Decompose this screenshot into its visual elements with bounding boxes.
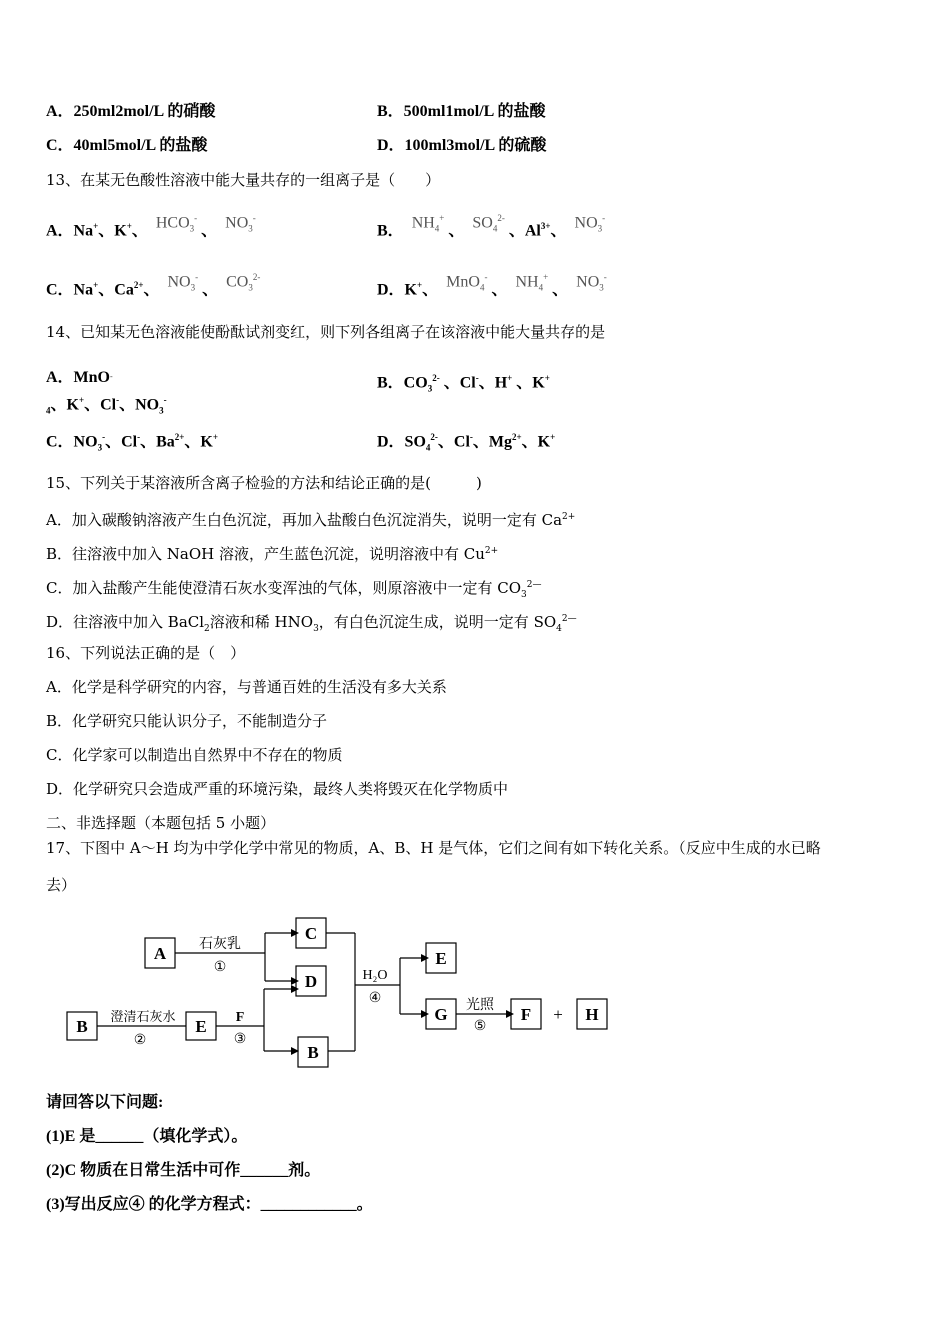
reagent-2: 澄清石灰水 <box>110 1009 176 1024</box>
reagent-4: H₂O <box>362 968 388 983</box>
q12-option-c: C．40ml5mol/L 的盐酸 <box>46 137 208 154</box>
q17-sub3: (3)写出反应④ 的化学方程式：____________。 <box>46 1196 373 1213</box>
q15-option-b: B．往溶液中加入 NaOH 溶液，产生蓝色沉淀，说明溶液中有 $Cu^{2+}$ <box>46 545 499 563</box>
q12-option-b: B．500ml1mol/L 的盐酸 <box>377 103 546 120</box>
q17-stem-line2: 去） <box>46 876 77 894</box>
q14-stem: 14、已知某无色溶液能使酚酞试剂变红，则下列各组离子在该溶液中能大量共存的是 <box>46 323 606 341</box>
q16-option-a: A．化学是科学研究的内容，与普通百姓的生活没有多大关系 <box>46 678 447 696</box>
q15-stem: 15、下列关于某溶液所含离子检验的方法和结论正确的是( ) <box>46 474 482 492</box>
step-3: ③ <box>233 1032 247 1047</box>
q14-option-b: B．$CO_3^{2-}$ 、Cl-、H+ 、K+ <box>377 373 550 394</box>
label-c: C <box>304 924 318 943</box>
q12-option-a: A．250ml2mol/L 的硝酸 <box>46 103 216 120</box>
q16-stem: 16、下列说法正确的是（ ） <box>46 644 246 662</box>
q13-option-a: A．Na+、K+、 $HCO_3^-$、 $NO_3^-$ <box>46 213 256 240</box>
q17-sub1: (1)E 是______（填化学式）。 <box>46 1128 248 1145</box>
label-f: F <box>520 1005 532 1024</box>
section-heading: 二、非选择题（本题包括 5 小题） <box>46 814 276 832</box>
q16-option-c: C．化学家可以制造出自然界中不存在的物质 <box>46 746 343 764</box>
label-d: D <box>304 972 318 991</box>
step-4: ④ <box>368 991 382 1006</box>
label-e-right: E <box>435 949 447 968</box>
label-e-left: E <box>195 1017 207 1036</box>
q17-stem-line1: 17、下图中 A～H 均为中学化学中常见的物质，A、B、H 是气体，它们之间有如下转化关系。（反应中生成的水已略 <box>46 839 821 857</box>
label-b-right: B <box>307 1043 319 1062</box>
q15-option-c: C．加入盐酸产生能使澄清石灰水变浑浊的气体，则原溶液中一定有 $CO_3^{2—}$ <box>46 579 542 600</box>
reagent-5: 光照 <box>466 998 494 1013</box>
label-h: H <box>585 1005 599 1024</box>
q13-option-b: B． $NH_4^+$、 $SO_4^{2-}$、$Al^{3+}$、 $NO_3^-$ <box>377 213 606 240</box>
q14-option-d: D．$SO_4^{2-}$、Cl-、$Mg^{2+}$、K+ <box>377 432 556 453</box>
step-1: ① <box>213 960 227 975</box>
q12-option-d: D．100ml3mol/L 的硫酸 <box>377 137 547 154</box>
q13-option-c: C．Na+、$Ca^{2+}$、 $NO_3^-$、 $CO_3^{2-}$ <box>46 272 261 299</box>
q13-option-d: D．K+、 MnO$_4$-、 $NH_4^+$、 $NO_3^-$ <box>377 272 607 299</box>
label-b-left: B <box>76 1017 88 1036</box>
reagent-1: 石灰乳 <box>199 937 241 952</box>
q16-option-b: B．化学研究只能认识分子，不能制造分子 <box>46 712 328 730</box>
step-2: ② <box>133 1033 147 1048</box>
q17-prompt: 请回答以下问题: <box>46 1094 164 1111</box>
q14-option-a: A．MnO- $_4$、K+、Cl-、$NO_3^-$ <box>46 369 167 416</box>
step-5: ⑤ <box>473 1019 487 1034</box>
q16-option-d: D．化学研究只会造成严重的环境污染，最终人类将毁灭在化学物质中 <box>46 780 509 798</box>
q15-option-a: A．加入碳酸钠溶液产生白色沉淀，再加入盐酸白色沉淀消失，说明一定有 $Ca^{2+}$ <box>46 511 576 529</box>
q13-stem: 13、在某无色酸性溶液中能大量共存的一组离子是（ ） <box>46 171 441 189</box>
label-g: G <box>434 1005 448 1024</box>
label-a: A <box>153 944 167 963</box>
q17-sub2: (2)C 物质在日常生活中可作______剂。 <box>46 1162 321 1179</box>
q15-option-d: D．往溶液中加入 BaCl$_2$溶液和稀 $HNO_3$，有白色沉淀生成，说明一定有 $SO_4^{2—}$ <box>46 613 577 634</box>
reagent-3: F <box>235 1010 245 1025</box>
label-plus: + <box>553 1005 563 1024</box>
q14-option-c: C．$NO_3^-$、Cl-、$Ba^{2+}$、K+ <box>46 432 218 453</box>
